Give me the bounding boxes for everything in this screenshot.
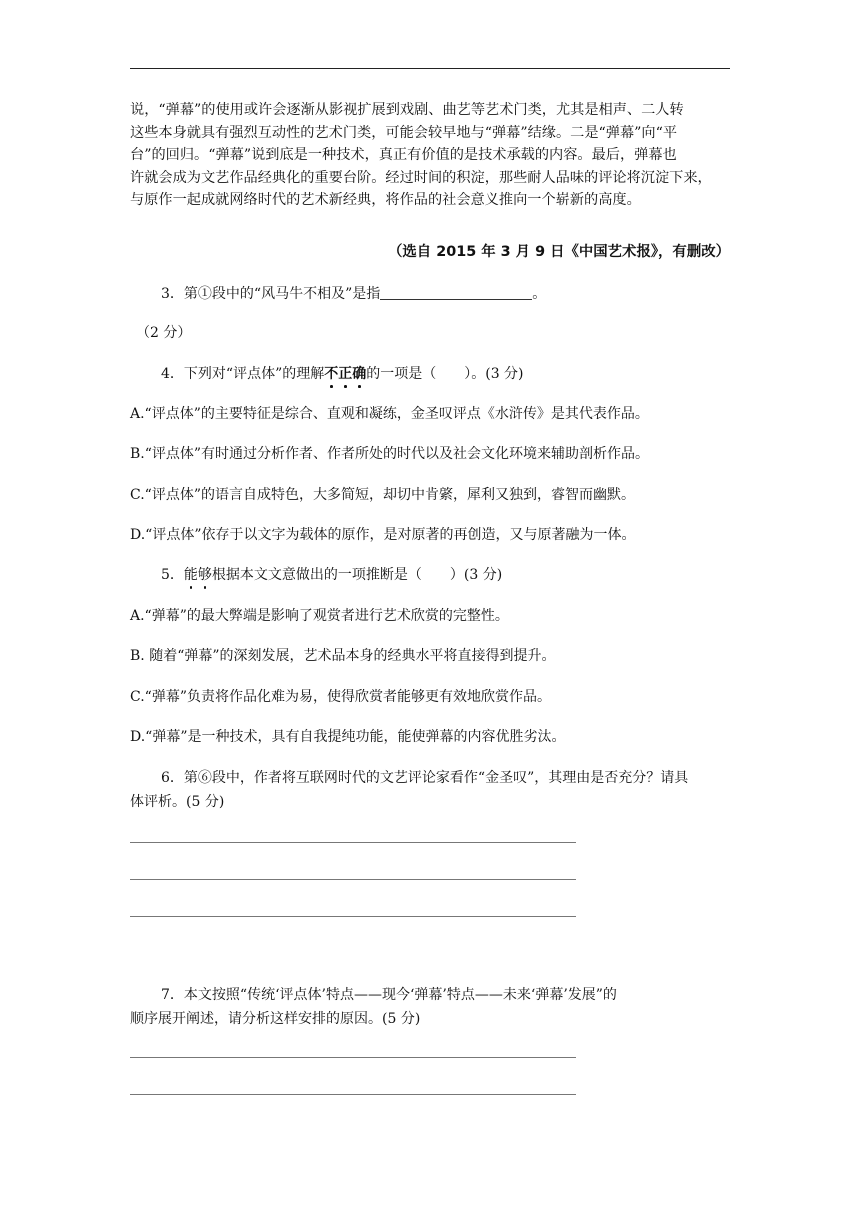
- question-5-post: 根据本文文意做出的一项推断是（ ）(3 分): [211, 567, 503, 583]
- question-6-line1: 6．第⑥段中，作者将互联网时代的文艺评论家看作“金圣叹”，其理由是否充分？请具: [161, 770, 689, 786]
- option-5b: B. 随着“弹幕”的深刻发展，艺术品本身的经典水平将直接得到提升。: [130, 648, 556, 664]
- emphasis-char: 能: [184, 564, 198, 584]
- answer-line[interactable]: [130, 1094, 576, 1095]
- emphasis-char: 够: [198, 564, 212, 584]
- passage-line: 与原作一起成就网络时代的艺术新经典，将作品的社会意义推向一个崭新的高度。: [130, 192, 641, 209]
- emphasis-char: 确: [352, 363, 366, 383]
- option-4d: D.“评点体”依存于以文字为载体的原作，是对原著的再创造，又与原著融为一体。: [130, 527, 636, 543]
- emphasis-char: 不: [324, 363, 338, 383]
- question-3-end: 。: [532, 286, 547, 302]
- question-7-line2: 顺序展开阐述，请分析这样安排的原因。(5 分): [130, 1011, 421, 1027]
- question-4-pre: 4．下列对“评点体”的理解: [161, 366, 325, 382]
- question-4: [161, 363, 524, 383]
- question-3: [161, 283, 546, 303]
- option-5d: D.“弹幕”是一种技术，具有自我提纯功能，能使弹幕的内容优胜劣汰。: [130, 729, 566, 745]
- passage-tail: [130, 99, 732, 212]
- option-5a: A.“弹幕”的最大弊端是影响了观赏者进行艺术欣赏的完整性。: [130, 608, 509, 624]
- answer-line[interactable]: [130, 842, 576, 843]
- answer-line[interactable]: [130, 916, 576, 917]
- question-5: [161, 564, 502, 584]
- question-4-post: 的一项是（ ）。(3 分): [366, 366, 524, 382]
- question-3-score: （2 分）: [136, 325, 192, 341]
- answer-line[interactable]: [130, 879, 576, 880]
- option-4c: C.“评点体”的语言自成特色，大多简短，却切中肯綮，犀利又独到，睿智而幽默。: [130, 487, 635, 503]
- option-4b: B.“评点体”有时通过分析作者、作者所处的时代以及社会文化环境来辅助剖析作品。: [130, 446, 650, 462]
- passage-line: 台”的回归。“弹幕”说到底是一种技术，真正有价值的是技术承载的内容。最后，弹幕也: [130, 147, 677, 164]
- question-5-num: 5．: [161, 567, 184, 583]
- passage-line: 这些本身就具有强烈互动性的艺术门类，可能会较早地与“弹幕”结缘。二是“弹幕”向“平: [130, 124, 678, 141]
- answer-line[interactable]: [130, 1057, 576, 1058]
- question-3-text: 3．第①段中的“风马牛不相及”是指: [161, 286, 381, 302]
- passage-line: 许就会成为文艺作品经典化的重要台阶。经过时间的积淀，那些耐人品味的评论将沉淀下来，: [130, 169, 712, 186]
- source-citation: （选自 2015 年 3 月 9 日《中国艺术报》，有删改）: [388, 244, 730, 260]
- answer-blank[interactable]: [380, 285, 532, 300]
- option-5c: C.“弹幕”负责将作品化难为易，使得欣赏者能够更有效地欣赏作品。: [130, 689, 551, 705]
- question-6-line2: 体评析。(5 分): [130, 794, 225, 810]
- option-4a: A.“评点体”的主要特征是综合、直观和凝练，金圣叹评点《水浒传》是其代表作品。: [130, 406, 649, 422]
- question-7-line1: 7．本文按照“传统‘评点体’特点——现今‘弹幕’特点——未来‘弹幕’发展”的: [161, 987, 617, 1003]
- emphasis-not-correct: [324, 366, 366, 382]
- emphasis-char: 正: [338, 363, 352, 383]
- passage-line: 说，“弹幕”的使用或许会逐渐从影视扩展到戏剧、曲艺等艺术门类，尤其是相声、二人转: [130, 102, 684, 118]
- header-rule: [130, 68, 730, 69]
